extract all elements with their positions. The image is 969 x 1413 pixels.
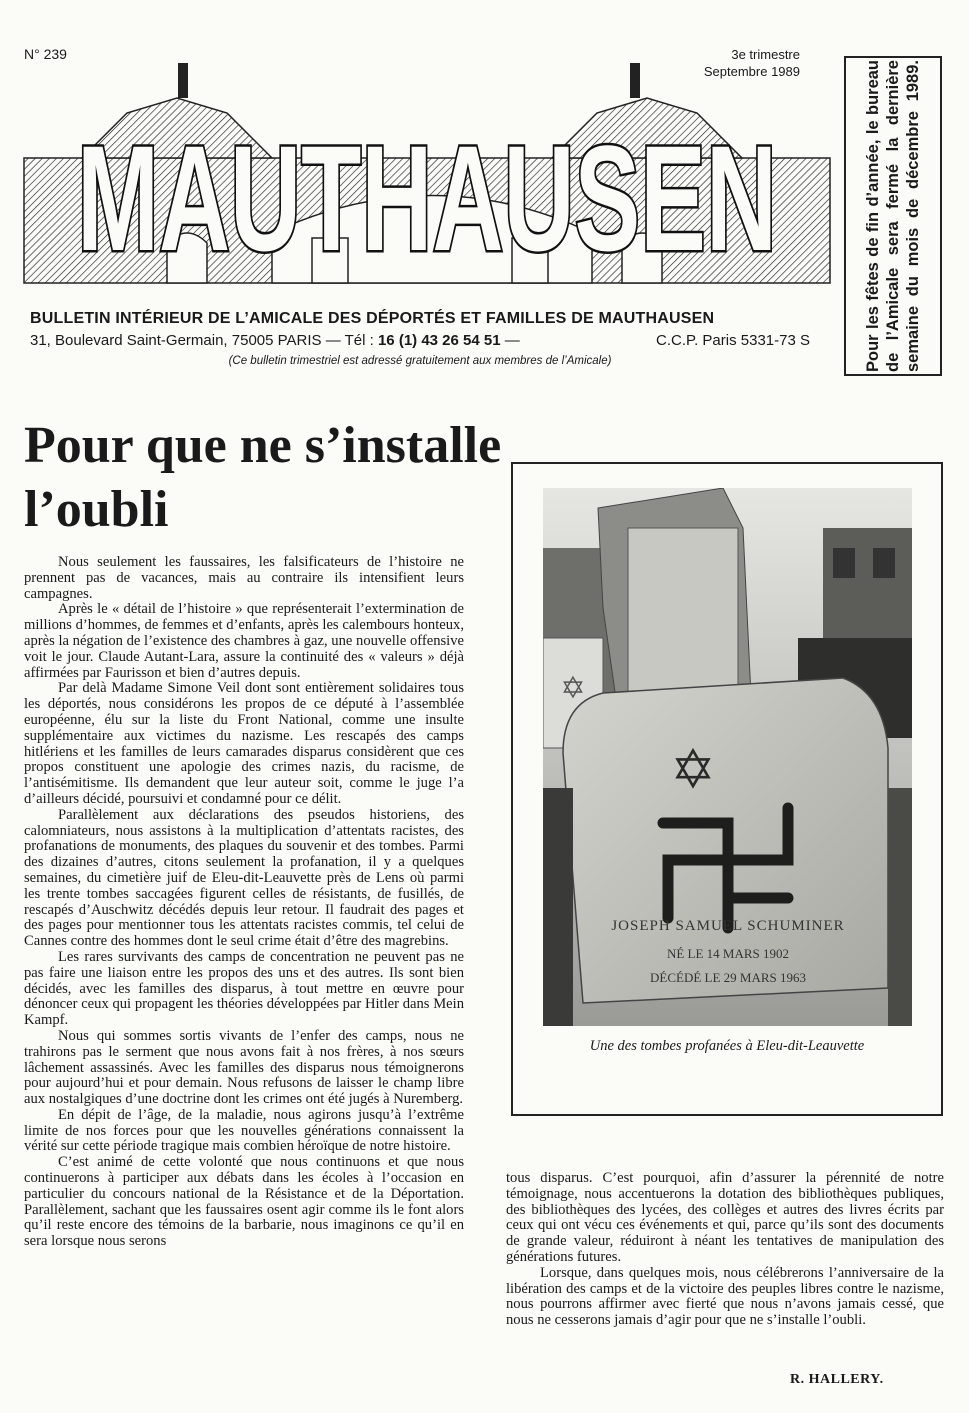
- article-paragraph: Nous qui sommes sortis vivants de l’enfer des camps, nous ne trahirons pas le serment que nous avons fait à nos frères, à nos sœurs lâchement assassinés. Avec les familles des disparus nous témoignerons pour aujourd’hui et pour demain. Nous refusons de laisser le champ libre aux nostalgiques d’une doctrine dont les crimes ont été jugés à Nuremberg.: [24, 1027, 464, 1108]
- masthead-title: MAUTHAUSEN: [77, 114, 777, 282]
- phone-dash: —: [504, 332, 520, 349]
- tomb-inscription-death: DÉCÉDÉ LE 29 MARS 1963: [650, 970, 806, 985]
- article-paragraph: Les rares survivants des camps de concentration ne peuvent pas ne pas faire une liaison entre les propos des uns et des autres. Ils sont bien décidés, avec les familles des disparus, à tout mettre en œuvre pour dénoncer ceux qui propagent les théories développées par Hitler dans Mein Kampf.: [24, 948, 464, 1029]
- article-column-left: [24, 555, 464, 1250]
- distribution-note: (Ce bulletin trimestriel est adressé gratuitement aux membres de l’Amicale): [228, 355, 612, 367]
- article-paragraph: C’est animé de cette volonté que nous continuons et que nous continuerons à participer aux débats dans les écoles à l’occasion en particulier du concours national de la Résistance et de la Déportation. Parallèlement, sachant que les faussaires osent agir comme ils le font alors qu’il reste encore des témoins de la barbarie, nous imaginons ce qu’il en sera lorsque nous serons: [24, 1154, 464, 1250]
- article-paragraph: Lorsque, dans quelques mois, nous célébrerons l’anniversaire de la libération des camps et de la victoire des peuples libres contre le nazisme, nous pourrons affirmer avec fierté que nous n’avons jamais cessé, que nous ne cesserons jamais d’agir pour que ne s’installe l’oubli.: [506, 1264, 944, 1329]
- phone-number: 16 (1) 43 26 54 51: [377, 332, 501, 349]
- article-headline: Pour que ne s’installe l’oubli: [24, 417, 502, 538]
- article-paragraph: Parallèlement aux déclarations des pseudos historiens, des calomniateurs, nous assistons à la multiplication d’attentats racistes, des profanations de monuments, des plaques du souvenir et des tombes. Parmi des dizaines d’autres, citons seulement la profanation, il y a quelques semaines, du cimetière juif de Eleu-dit-Leauvette près de Lens où parmi les trente tombes saccagées figurent celles de résistants, de fusillés, de rescapés d’Auschwitz décédés depuis leur retour. Il faudrait des pages et des pages pour mentionner tous les attentats racistes commis, tel celui de Cannes contre des hommes dont le seul crime était d’être des magrebins.: [24, 806, 464, 950]
- quarter-label: 3e trimestre: [731, 47, 800, 62]
- author-signature: R. HALLERY.: [790, 1372, 884, 1387]
- tomb-inscription-name: JOSEPH SAMUEL SCHUMINER: [611, 918, 845, 934]
- contact-line: [30, 332, 810, 349]
- closure-notice-box: [844, 56, 942, 376]
- article-paragraph: tous disparus. C’est pourquoi, afin d’assurer la pérennité de notre témoignage, nous accentuerons la dotation des bibliothèques publiques, des bibliothèques des lycées, des collèges et autres des livres écrits par ceux qui ont vécu ces événements et qui, parce qu’ils sont des documents de grande valeur, réduiront à néant les tentatives de manipulation des générations futures.: [506, 1170, 944, 1265]
- issue-number: N° 239: [24, 46, 67, 62]
- article-paragraph: Après le « détail de l’histoire » que représenterait l’extermination de millions d’hommes, de femmes et d’enfants, après les calembours honteux, après la négation de l’existence des chambres à gaz, une nouvelle offensive voit le jour. Claude Autant-Lara, assure la continuité des « valeurs » déjà affirmées par Faurisson et bien d’autres depuis.: [24, 601, 464, 681]
- masthead-logo: [22, 58, 832, 298]
- article-paragraph: Nous seulement les faussaires, les falsificateurs de l’histoire ne prennent pas de vacances, mais au contraire ils intensifient leurs campagnes.: [24, 554, 464, 602]
- article-paragraph: En dépit de l’âge, de la maladie, nous agirons jusqu’à l’extrême limite de nos forces pour que les nouvelles générations connaissent la vérité sur cette période tragique mais combien héroïque de notre histoire.: [24, 1106, 464, 1155]
- month-year-label: Septembre 1989: [703, 64, 800, 79]
- tomb-inscription-birth: NÉ LE 14 MARS 1902: [666, 946, 790, 961]
- desecrated-tomb-photo: [543, 488, 912, 1026]
- photo-frame: [511, 462, 943, 1116]
- photo-caption: Une des tombes profanées à Eleu-dit-Leauvette: [589, 1038, 865, 1054]
- svg-text:✡: ✡: [560, 672, 586, 705]
- article-paragraph: Par delà Madame Simone Veil dont sont entièrement solidaires tous les déportés, nous considérons les propos de ce député à l’assemblée européenne, élu sur la liste du Front National, comme une insulte supplémentaire aux victimes du nazisme. Les rescapés des camps hitlériens et les familles de leurs camarades disparus considèrent que ces propos constituent une apologie des crimes nazis, du racisme, de l’antisémitisme. Ils demandent que leur auteur soit, comme le juge l’a d’ailleurs décidé, poursuivi et condamné pour ce délit.: [24, 680, 464, 807]
- postal-account: C.C.P. Paris 5331-73 S: [656, 332, 810, 349]
- address: 31, Boulevard Saint-Germain, 75005 PARIS — Tél :: [30, 332, 374, 349]
- article-column-right: [506, 1171, 944, 1329]
- svg-text:✡: ✡: [670, 740, 716, 800]
- bulletin-subtitle: BULLETIN INTÉRIEUR DE L’AMICALE DES DÉPORTÉS ET FAMILLES DE MAUTHAUSEN: [30, 310, 715, 327]
- closure-notice-text: Pour les fêtes de fin d’année, le bureau de l’Amicale sera fermé la dernière semaine du mois de décembre 1989.: [864, 60, 922, 372]
